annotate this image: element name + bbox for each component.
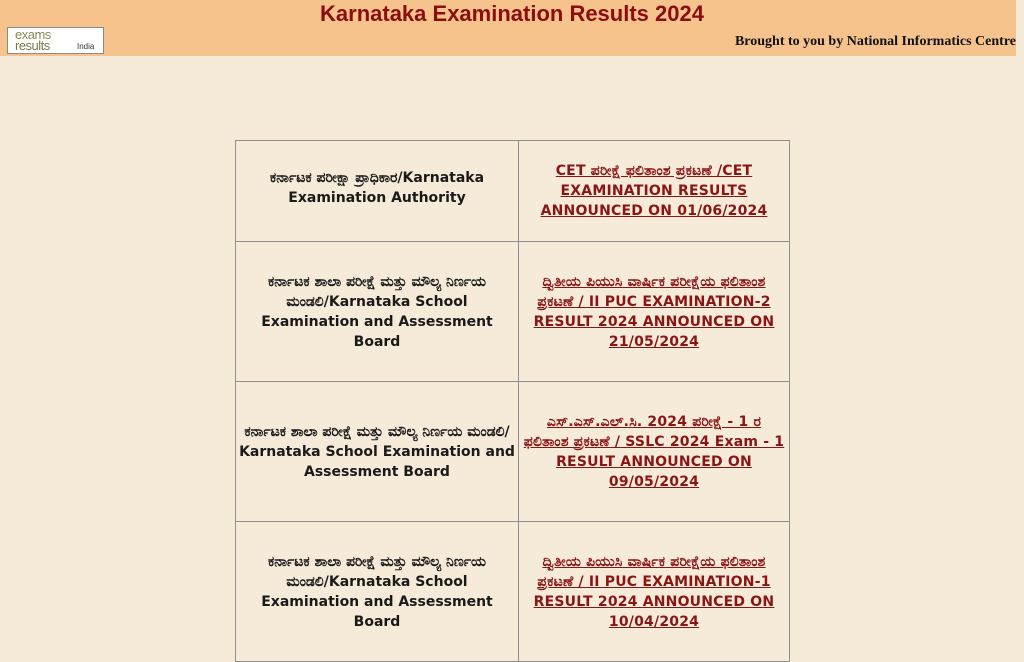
puc-exam2-result-link[interactable]: ದ್ವಿತೀಯ ಪಿಯುಸಿ ವಾರ್ಷಿಕ ಪರೀಕ್ಷೆಯ ಫಲಿತಾಂಶ ಪ್ರಕಟಣೆ / II PUC EXAMINATION-2 RESULT 2024 ANNOUNCED ON 21/05/2024 [533, 273, 775, 350]
cet-result-link[interactable]: CET ಪರೀಕ್ಷೆ ಫಲಿತಾಂಶ ಪ್ರಕಟಣೆ /CET EXAMINATION RESULTS ANNOUNCED ON 01/06/2024 [540, 163, 768, 219]
authority-name: ಕರ್ನಾಟಕ ಪರೀಕ್ಷಾ ಪ್ರಾಧಿಕಾರ/Karnataka Examination Authority [236, 141, 519, 242]
nic-credit: Brought to you by National Informatics Centre [734, 34, 1016, 49]
table-row [236, 242, 790, 382]
logo-text-india: India [77, 42, 95, 51]
authority-name: ಕರ್ನಾಟಕ ಶಾಲಾ ಪರೀಕ್ಷೆ ಮತ್ತು ಮೌಲ್ಯ ನಿರ್ಣಯ ಮಂಡಲಿ/Karnataka School Examination and Assessment Board [236, 522, 519, 662]
logo-text-results: results [15, 38, 50, 53]
results-table [235, 140, 790, 662]
result-cell [519, 242, 790, 382]
logo-text-exams: exams [15, 27, 51, 42]
result-cell [519, 382, 790, 522]
puc-exam1-result-link[interactable]: ದ್ವಿತೀಯ ಪಿಯುಸಿ ವಾರ್ಷಿಕ ಪರೀಕ್ಷೆಯ ಫಲಿತಾಂಶ ಪ್ರಕಟಣೆ / II PUC EXAMINATION-1 RESULT 2024 ANNOUNCED ON 10/04/2024 [533, 553, 775, 630]
sslc-result-link[interactable]: ಎಸ್.ಎಸ್.ಎಲ್.ಸಿ. 2024 ಪರೀಕ್ಷೆ - 1 ರ ಫಲಿತಾಂಶ ಪ್ರಕಟಣೆ / SSLC 2024 Exam - 1 RESULT ANNOUNCED ON 09/05/2024 [523, 413, 785, 490]
table-row [236, 141, 790, 242]
authority-name: ಕರ್ನಾಟಕ ಶಾಲಾ ಪರೀಕ್ಷೆ ಮತ್ತು ಮೌಲ್ಯ ನಿರ್ಣಯ ಮಂಡಲಿ/ Karnataka School Examination and Assessment Board [236, 382, 519, 522]
result-cell [519, 522, 790, 662]
exams-results-india-logo[interactable] [7, 27, 104, 54]
authority-name: ಕರ್ನಾಟಕ ಶಾಲಾ ಪರೀಕ್ಷೆ ಮತ್ತು ಮೌಲ್ಯ ನಿರ್ಣಯ ಮಂಡಲಿ/Karnataka School Examination and Assessment Board [236, 242, 519, 382]
page-title: Karnataka Examination Results 2024 [320, 1, 704, 26]
table-row [236, 382, 790, 522]
table-row [236, 522, 790, 662]
result-cell [519, 141, 790, 242]
